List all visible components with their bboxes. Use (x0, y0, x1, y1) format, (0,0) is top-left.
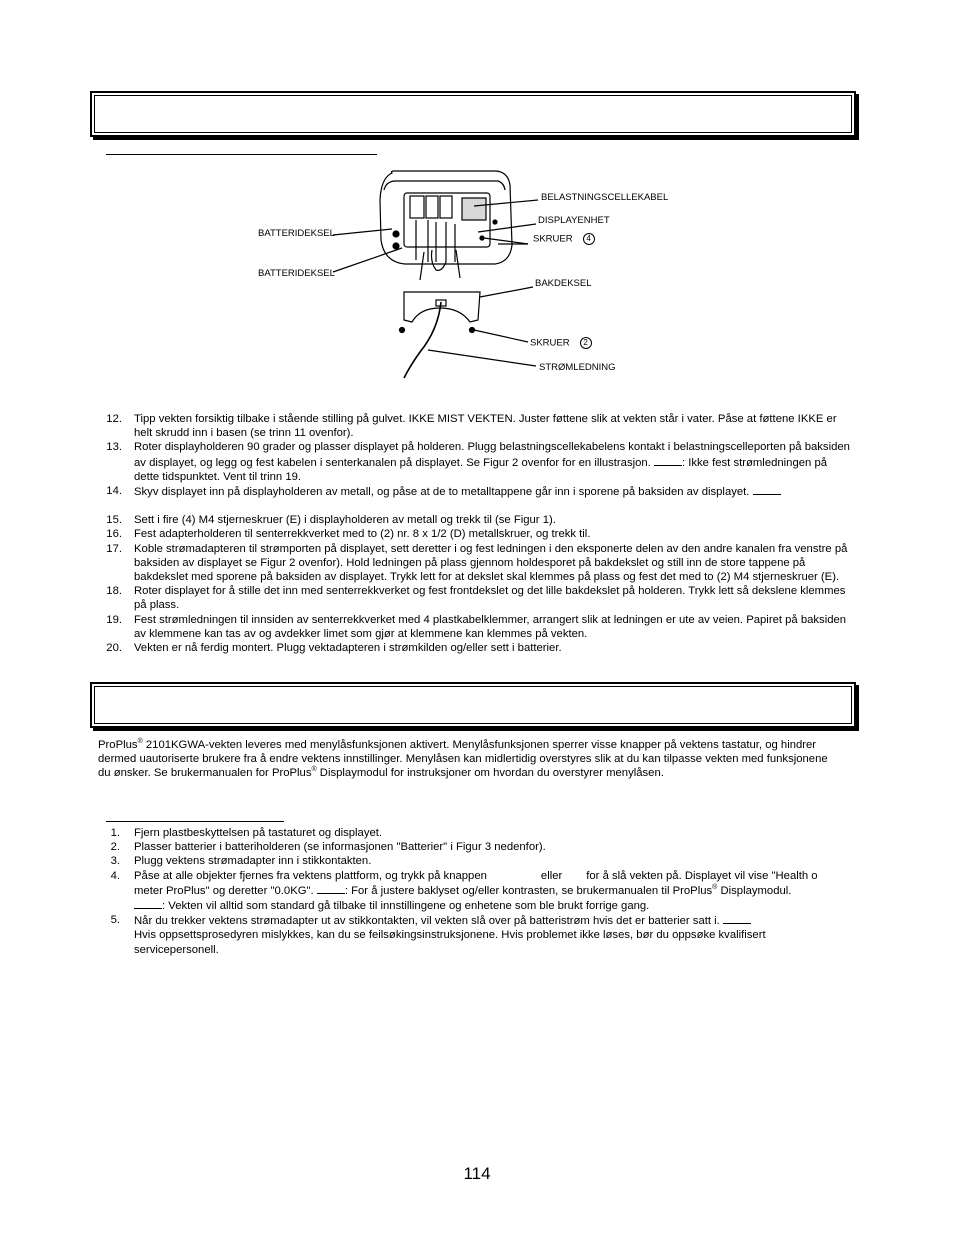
label-stromledning: STRØMLEDNING (539, 362, 616, 373)
note-underline (753, 484, 781, 495)
note-underline (654, 455, 682, 466)
list-item: 5. Når du trekker vektens strømadapter ut av stikkontakten, vil vekten slå over på batteristrøm hvis det er batterier satt i. Hvis oppsettsprosedyren mislykkes, kan du se feilsøkingsinstruksjonene. Hvis problemet ikke løses, bør du oppsøke kvalifisert servicepersonell. (110, 914, 766, 956)
list-item-spacer (100, 499, 854, 513)
label-bakdeksel: BAKDEKSEL (535, 278, 592, 289)
display-assembly-figure (0, 0, 954, 400)
list-item: 18. Roter displayet for å stille det inn med senterrekkverket og fest frontdekslet og det lille bakdekslet på holderen. Trykk lett så dekslene klemmes på plass. (106, 585, 846, 612)
setup-steps-list (100, 826, 844, 957)
list-item: 1. Fjern plastbeskyttelsen på tastaturet og displayet. (110, 827, 383, 839)
section-header-banner-middle (90, 682, 856, 728)
menu-lock-intro: ProPlus® 2101KGWA-vekten leveres med menylåsfunksjonen aktivert. Menylåsfunksjonen sperrer visse knapper på vektens tastatur, og hindrer dermed uautoriserte brukere fra å endre vektens innstillinger. Menylåsen kan midlertidig overstyres slik at du kan tilpasse vekten med funksjonene du ønsker. Se brukermanualen for ProPlus® Displaymodul for instruksjoner om hvordan du overstyrer menylåsen. (98, 738, 828, 780)
list-item: 13. Roter displayholderen 90 grader og plasser displayet på holderen. Plugg belastningscellekabelens kontakt i belastningscelleporten på baksiden av displayet, og legg og fest kabelen i senterkanalen på displayet. Se Figur 2 ovenfor for en illustrasjon. : Ikke fest strømledningen på dette tidspunktet. Vent til trinn 19. (106, 441, 850, 483)
list-item: 19. Fest strømledningen til innsiden av senterrekkverket med 4 plastkabelklemmer, arrangert slik at ledningen er ute av veien. Papiret på baksiden av klemmene kan tas av og avdekker limet som gjør at klemmene kan klemmes på vekten. (106, 613, 847, 640)
label-skruer-2-text: SKRUER (530, 337, 570, 349)
list-item: 17. Koble strømadapteren til strømporten på displayet, sett deretter i og fest ledningen i den eksponerte delen av den andre kanalen fra venstre på baksiden av displayet se Figur 2 ovenfor). Hold ledningen på plass gjennom holdesporet på bakdekslet og still inn de store tappene på bakdekslet med sporene på baksiden av displayet. Trykk lett for at dekslet skal klemmes på plass og fest det med to (2) M4 stjerneskruer (E). (106, 542, 848, 584)
count-4-circle: 4 (583, 233, 595, 245)
note-underline (317, 883, 345, 894)
count-2-circle: 2 (580, 337, 592, 349)
list-item: 2. Plasser batterier i batteriholderen (se informasjonen "Batterier" i Figur 3 nedenfor). (110, 841, 546, 854)
list-item: 12. Tipp vekten forsiktig tilbake i stående stilling på gulvet. IKKE MIST VEKTEN. Juster føttene slik at vekten står i vater. Påse at føttene IKKE er helt skrudd inn i basen (se trinn 11 ovenfor). (106, 413, 837, 440)
list-item: 15. Sett i fire (4) M4 stjerneskruer (E) i displayholderen av metall og trekk til (se Figur 1). (106, 514, 556, 527)
label-batterideksel-2: BATTERIDEKSEL (258, 268, 335, 279)
list-item: 3. Plugg vektens strømadapter inn i stikkontakten. (110, 855, 372, 868)
label-skruer-2 (530, 337, 592, 349)
label-displayenhet: DISPLAYENHET (538, 215, 610, 226)
note-underline (723, 913, 751, 924)
list-item: 20. Vekten er nå ferdig montert. Plugg vektadapteren i strømkilden og/eller sett i batterier. (106, 642, 562, 655)
list-item: 16. Fest adapterholderen til senterrekkverket med to (2) nr. 8 x 1/2 (D) metallskruer, og trekk til. (106, 528, 591, 541)
setup-heading-rule (106, 821, 284, 822)
tip-underline (134, 898, 162, 909)
list-item: 14. Skyv displayet inn på displayholderen av metall, og påse at de to metalltappene går inn i sporene på baksiden av displayet. (100, 484, 854, 499)
page-number: 114 (463, 1164, 491, 1183)
assembly-steps-list (100, 412, 854, 655)
label-skruer-4 (533, 233, 595, 245)
label-batterideksel-1: BATTERIDEKSEL (258, 228, 335, 239)
label-belastningscellekabel: BELASTNINGSCELLEKABEL (541, 192, 669, 203)
label-skruer-4-text: SKRUER (533, 233, 573, 245)
list-item: 4. Påse at alle objekter fjernes fra vektens plattform, og trykk på knappen eller for å slå vekten på. Displayet vil vise "Health o meter ProPlus" og deretter "0.0KG". : For å justere baklyset og/eller kontrasten, se brukermanualen til ProPlus® Displaymodul. : Vekten vil alltid som standard gå tilbake til innstillingene og enhetene som ble brukt forrige gang. (110, 869, 818, 913)
